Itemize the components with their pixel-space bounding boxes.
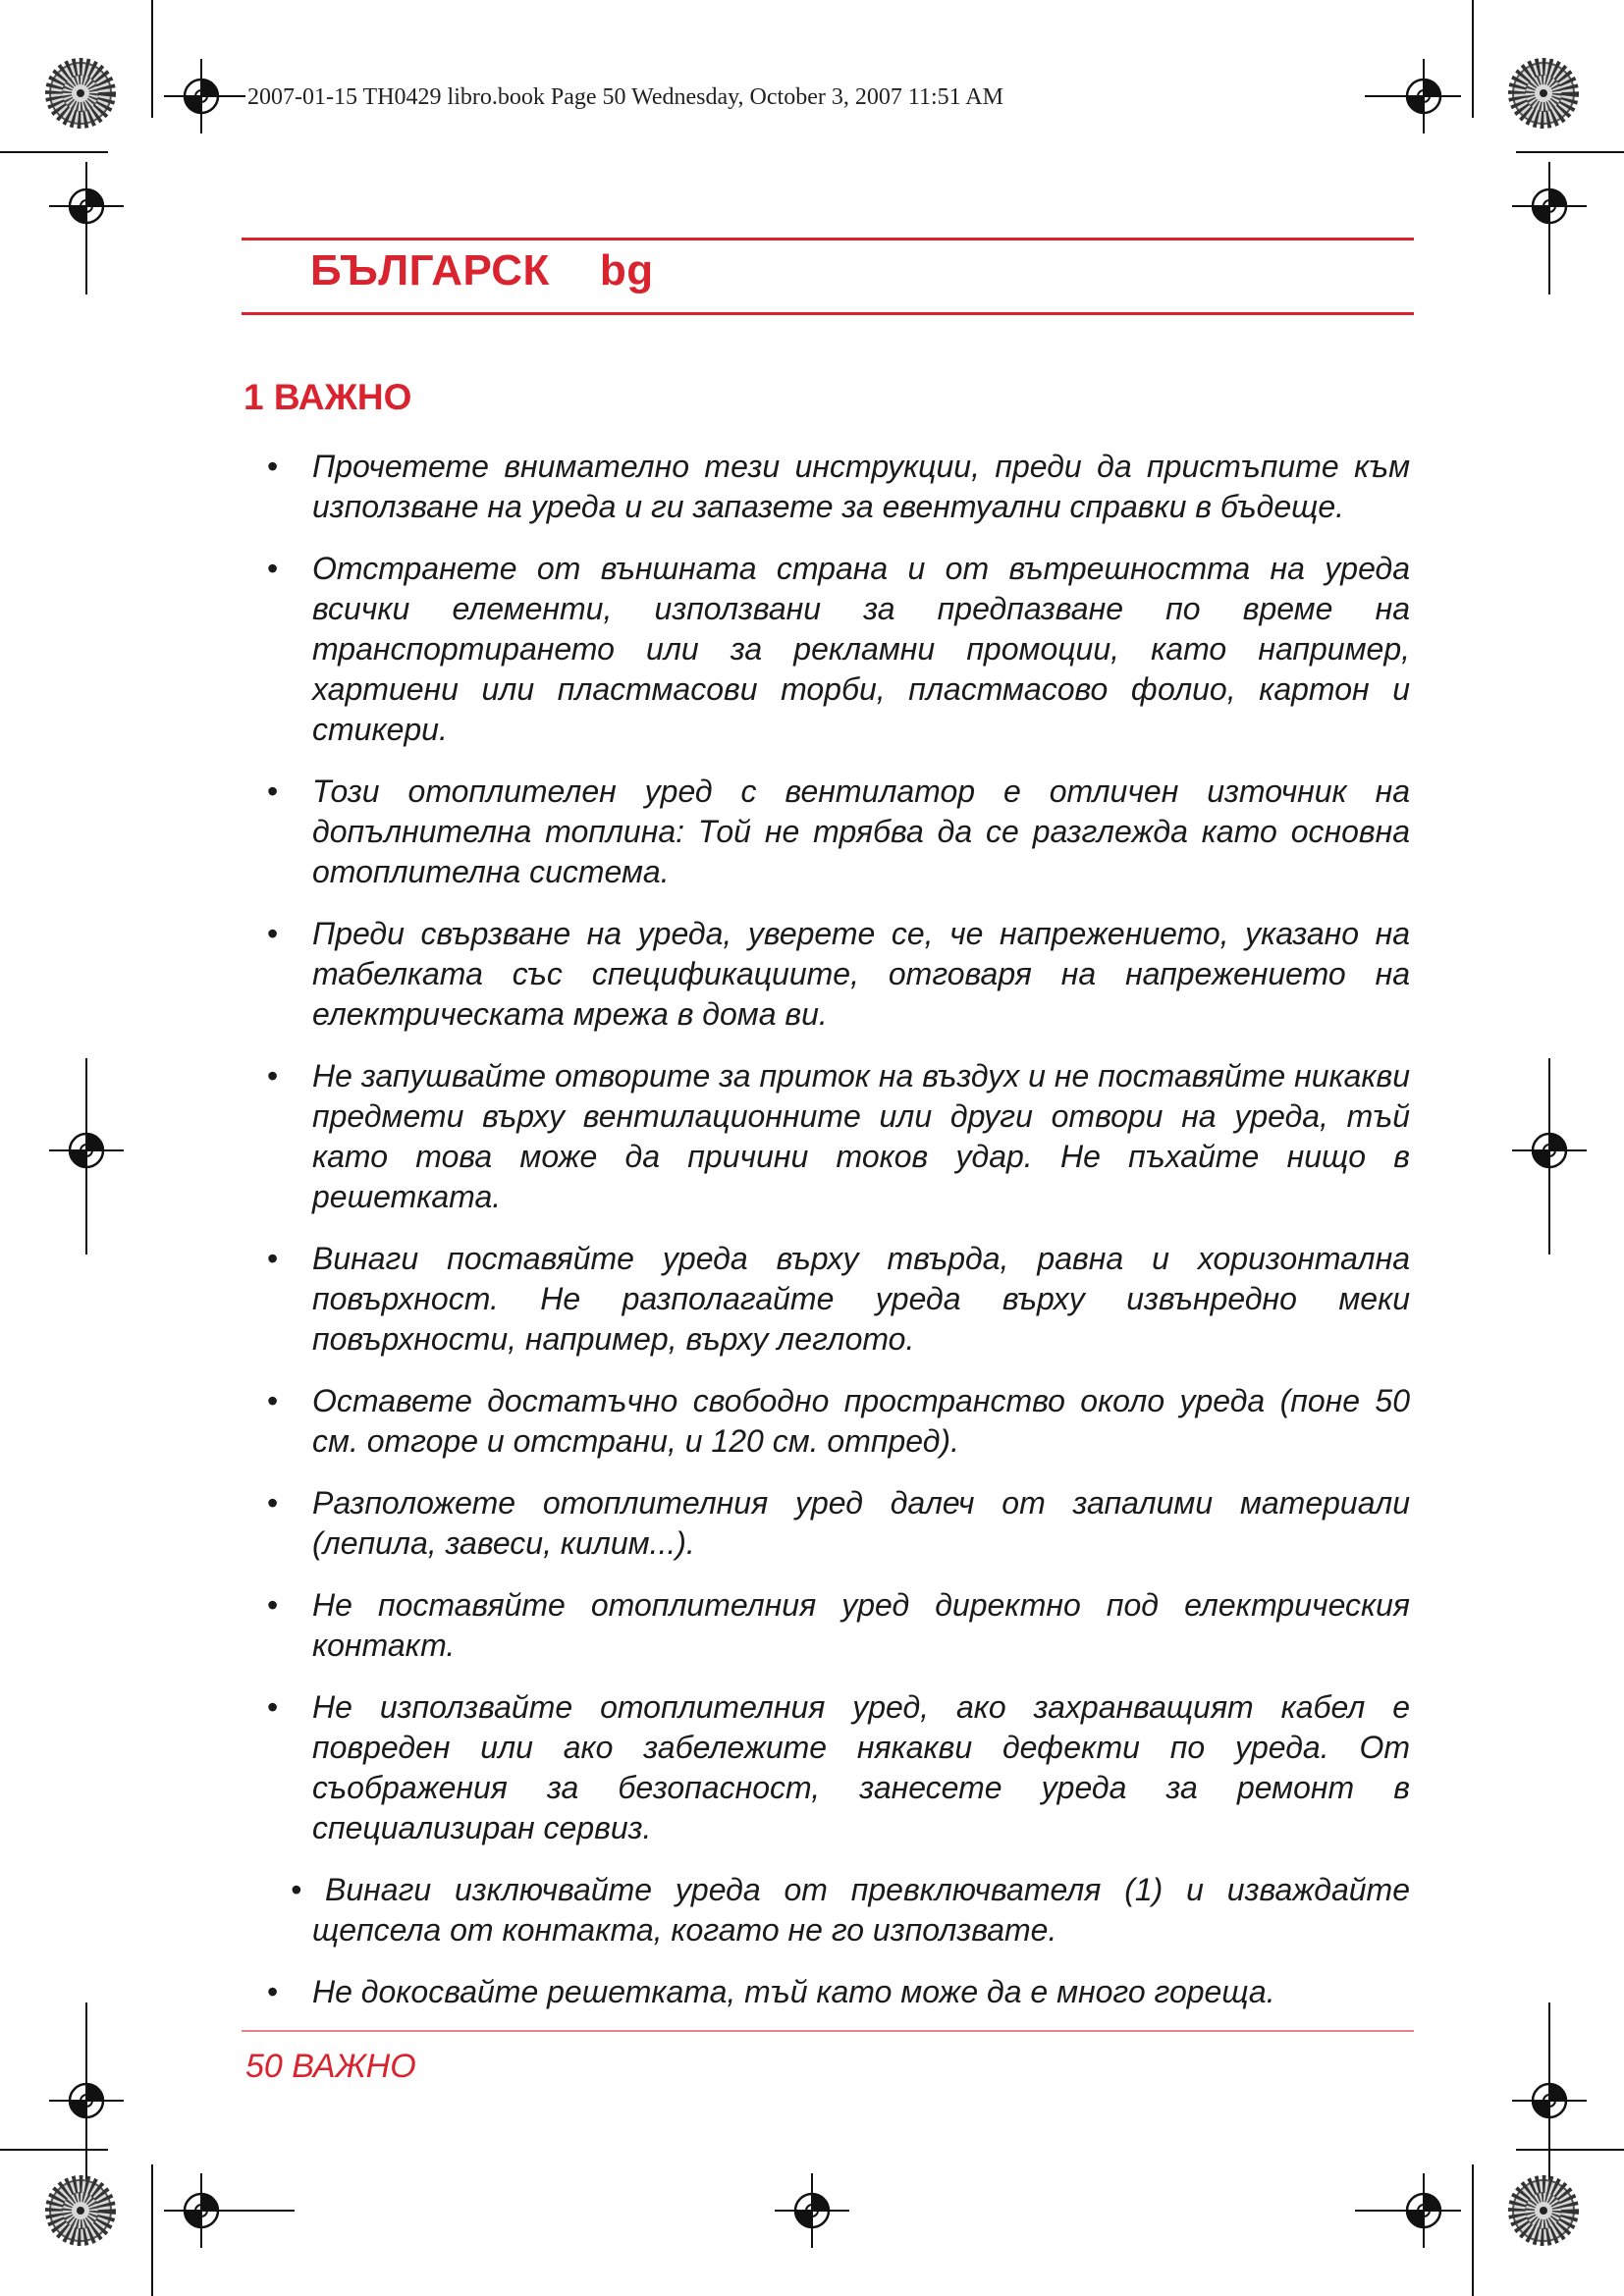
bullet-dot: •	[267, 774, 279, 809]
bullet-dot: •	[267, 449, 279, 484]
list-item-text: Отстранете от външната страна и от вътрешността на уреда всички елементи, използвани за предпазване по време на транспортирането или за рекламни промоции, като например, хартиени или пластмасови торби, пластмасово фолио, картон и стикери.	[312, 551, 1410, 747]
list-item-text: Този отоплителен уред с вентилатор е отличен източник на допълнителна топлина: Той не трябва да се разглежда като основна отоплителна система.	[312, 774, 1410, 889]
bullet-dot: •	[267, 916, 279, 951]
list-item-text: Преди свързване на уреда, уверете се, че напрежението, указано на табелката със спецификациите, отговаря на напрежението на електрическата мрежа в дома ви.	[312, 916, 1410, 1032]
list-item-text: Прочетете внимателно тези инструкции, преди да пристъпите към използване на уреда и ги запазете за евентуални справки в бъдеще.	[312, 449, 1410, 524]
list-item-text: Разположете отоплителния уред далеч от запалими материали (лепила, завеси, килим...).	[312, 1485, 1410, 1561]
list-item-text: • Винаги изключвайте уреда от превключвателя (1) и изваждайте щепсела от контакта, когато не го използвате.	[291, 1872, 1410, 1948]
bullet-dot: •	[267, 1241, 279, 1276]
list-item-text: Оставете достатъчно свободно пространство около уреда (поне 50 см. отгоре и отстрани, и 120 см. отпред).	[312, 1383, 1410, 1459]
section-heading: 1 ВАЖНО	[244, 377, 412, 417]
list-item-text: Не поставяйте отоплителния уред директно под електрическия контакт.	[312, 1587, 1410, 1663]
bullet-dot: •	[267, 1383, 279, 1418]
bullet-dot: •	[267, 1058, 279, 1094]
bullet-dot: •	[267, 551, 279, 586]
bullet-dot: •	[267, 1485, 279, 1521]
list-item-text: Не докосвайте решетката, тъй като може да е много гореща.	[312, 1974, 1275, 2009]
page-footer: 50 ВАЖНО	[245, 2048, 416, 2085]
list-item-text: Не запушвайте отворите за приток на въздух и не поставяйте никакви предмети върху вентилационните или други отвори на уреда, тъй като това може да причини токов удар. Не пъхайте нищо в решетката.	[312, 1058, 1410, 1214]
language-title: БЪЛГАРСК bg	[310, 246, 654, 294]
print-header: 2007-01-15 TH0429 libro.book Page 50 Wednesday, October 3, 2007 11:51 AM	[247, 84, 1003, 110]
bullet-dot: •	[267, 1587, 279, 1623]
bullet-dot: •	[267, 1974, 279, 2009]
bullet-dot: •	[267, 1689, 279, 1725]
list-item-text: Винаги поставяйте уреда върху твърда, равна и хоризонтална повърхност. Не разполагайте уреда върху извънредно меки повърхности, например, върху леглото.	[312, 1241, 1410, 1357]
list-item-text: Не използвайте отоплителния уред, ако захранващият кабел е повреден или ако забележите някакви дефекти по уреда. От съображения за безопасност, занесете уреда за ремонт в специализиран сервиз.	[312, 1689, 1410, 1845]
